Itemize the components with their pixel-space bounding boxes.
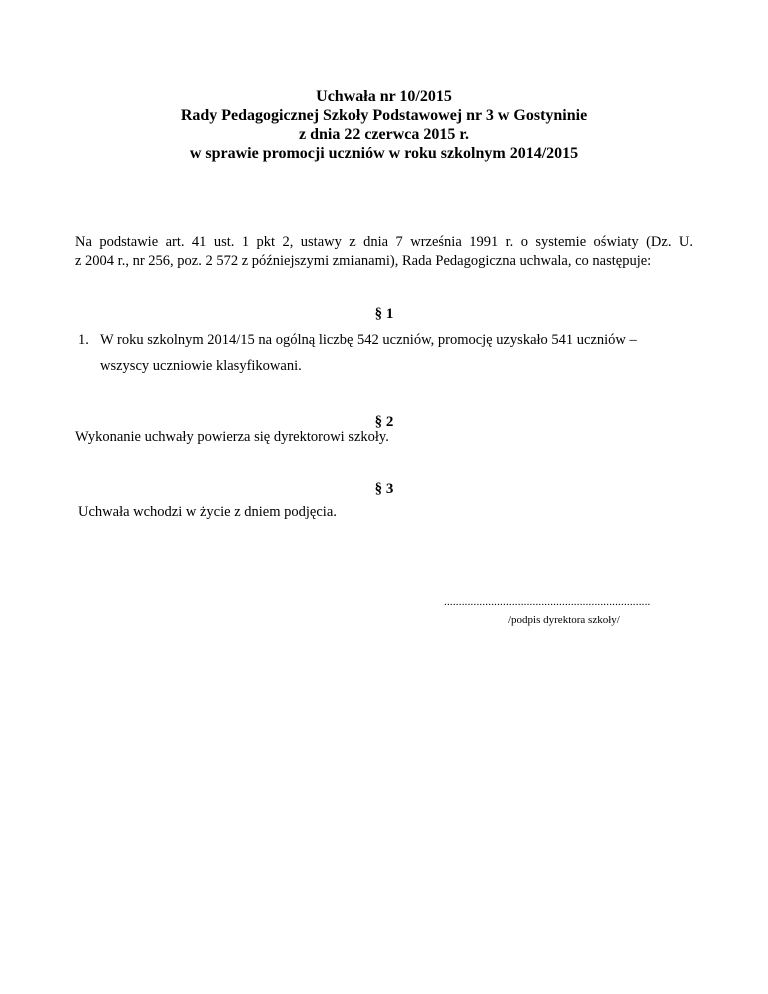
resolution-title [0,87,768,163]
resolution-number: Uchwała nr 10/2015 [316,88,452,105]
resolution-issuer: Rady Pedagogicznej Szkoły Podstawowej nr 3 w Gostyninie [180,107,588,124]
section-2-mark: § 2 [374,414,394,430]
resolution-date: z dnia 22 czerwca 2015 r. [298,126,470,143]
section-1-text-line-2: wszyscy uczniowie klasyfikowani. [100,358,302,374]
section-2-text: Wykonanie uchwały powierza się dyrektorowi szkoły. [75,429,389,445]
legal-basis-line-1: Na podstawie art. 41 ust. 1 pkt 2, ustawy z dnia 7 września 1991 r. o systemie oświaty (Dz. U. [75,234,693,250]
legal-basis-paragraph [75,233,693,271]
list-item-number: 1. [78,332,89,348]
signature-caption: /podpis dyrektora szkoły/ [508,614,620,626]
section-3-mark: § 3 [374,481,394,497]
resolution-subject: w sprawie promocji uczniów w roku szkolnym 2014/2015 [189,145,579,162]
section-3-text: Uchwała wchodzi w życie z dniem podjęcia. [78,504,337,520]
signature-line: ...................................................................... [444,596,651,608]
section-1-mark: § 1 [374,306,394,322]
section-1-text-line-1: W roku szkolnym 2014/15 na ogólną liczbę 542 uczniów, promocję uzyskało 541 uczniów – [100,332,637,348]
legal-basis-line-2: z 2004 r., nr 256, poz. 2 572 z późniejszymi zmianami), Rada Pedagogiczna uchwala, co następuje: [75,253,652,269]
